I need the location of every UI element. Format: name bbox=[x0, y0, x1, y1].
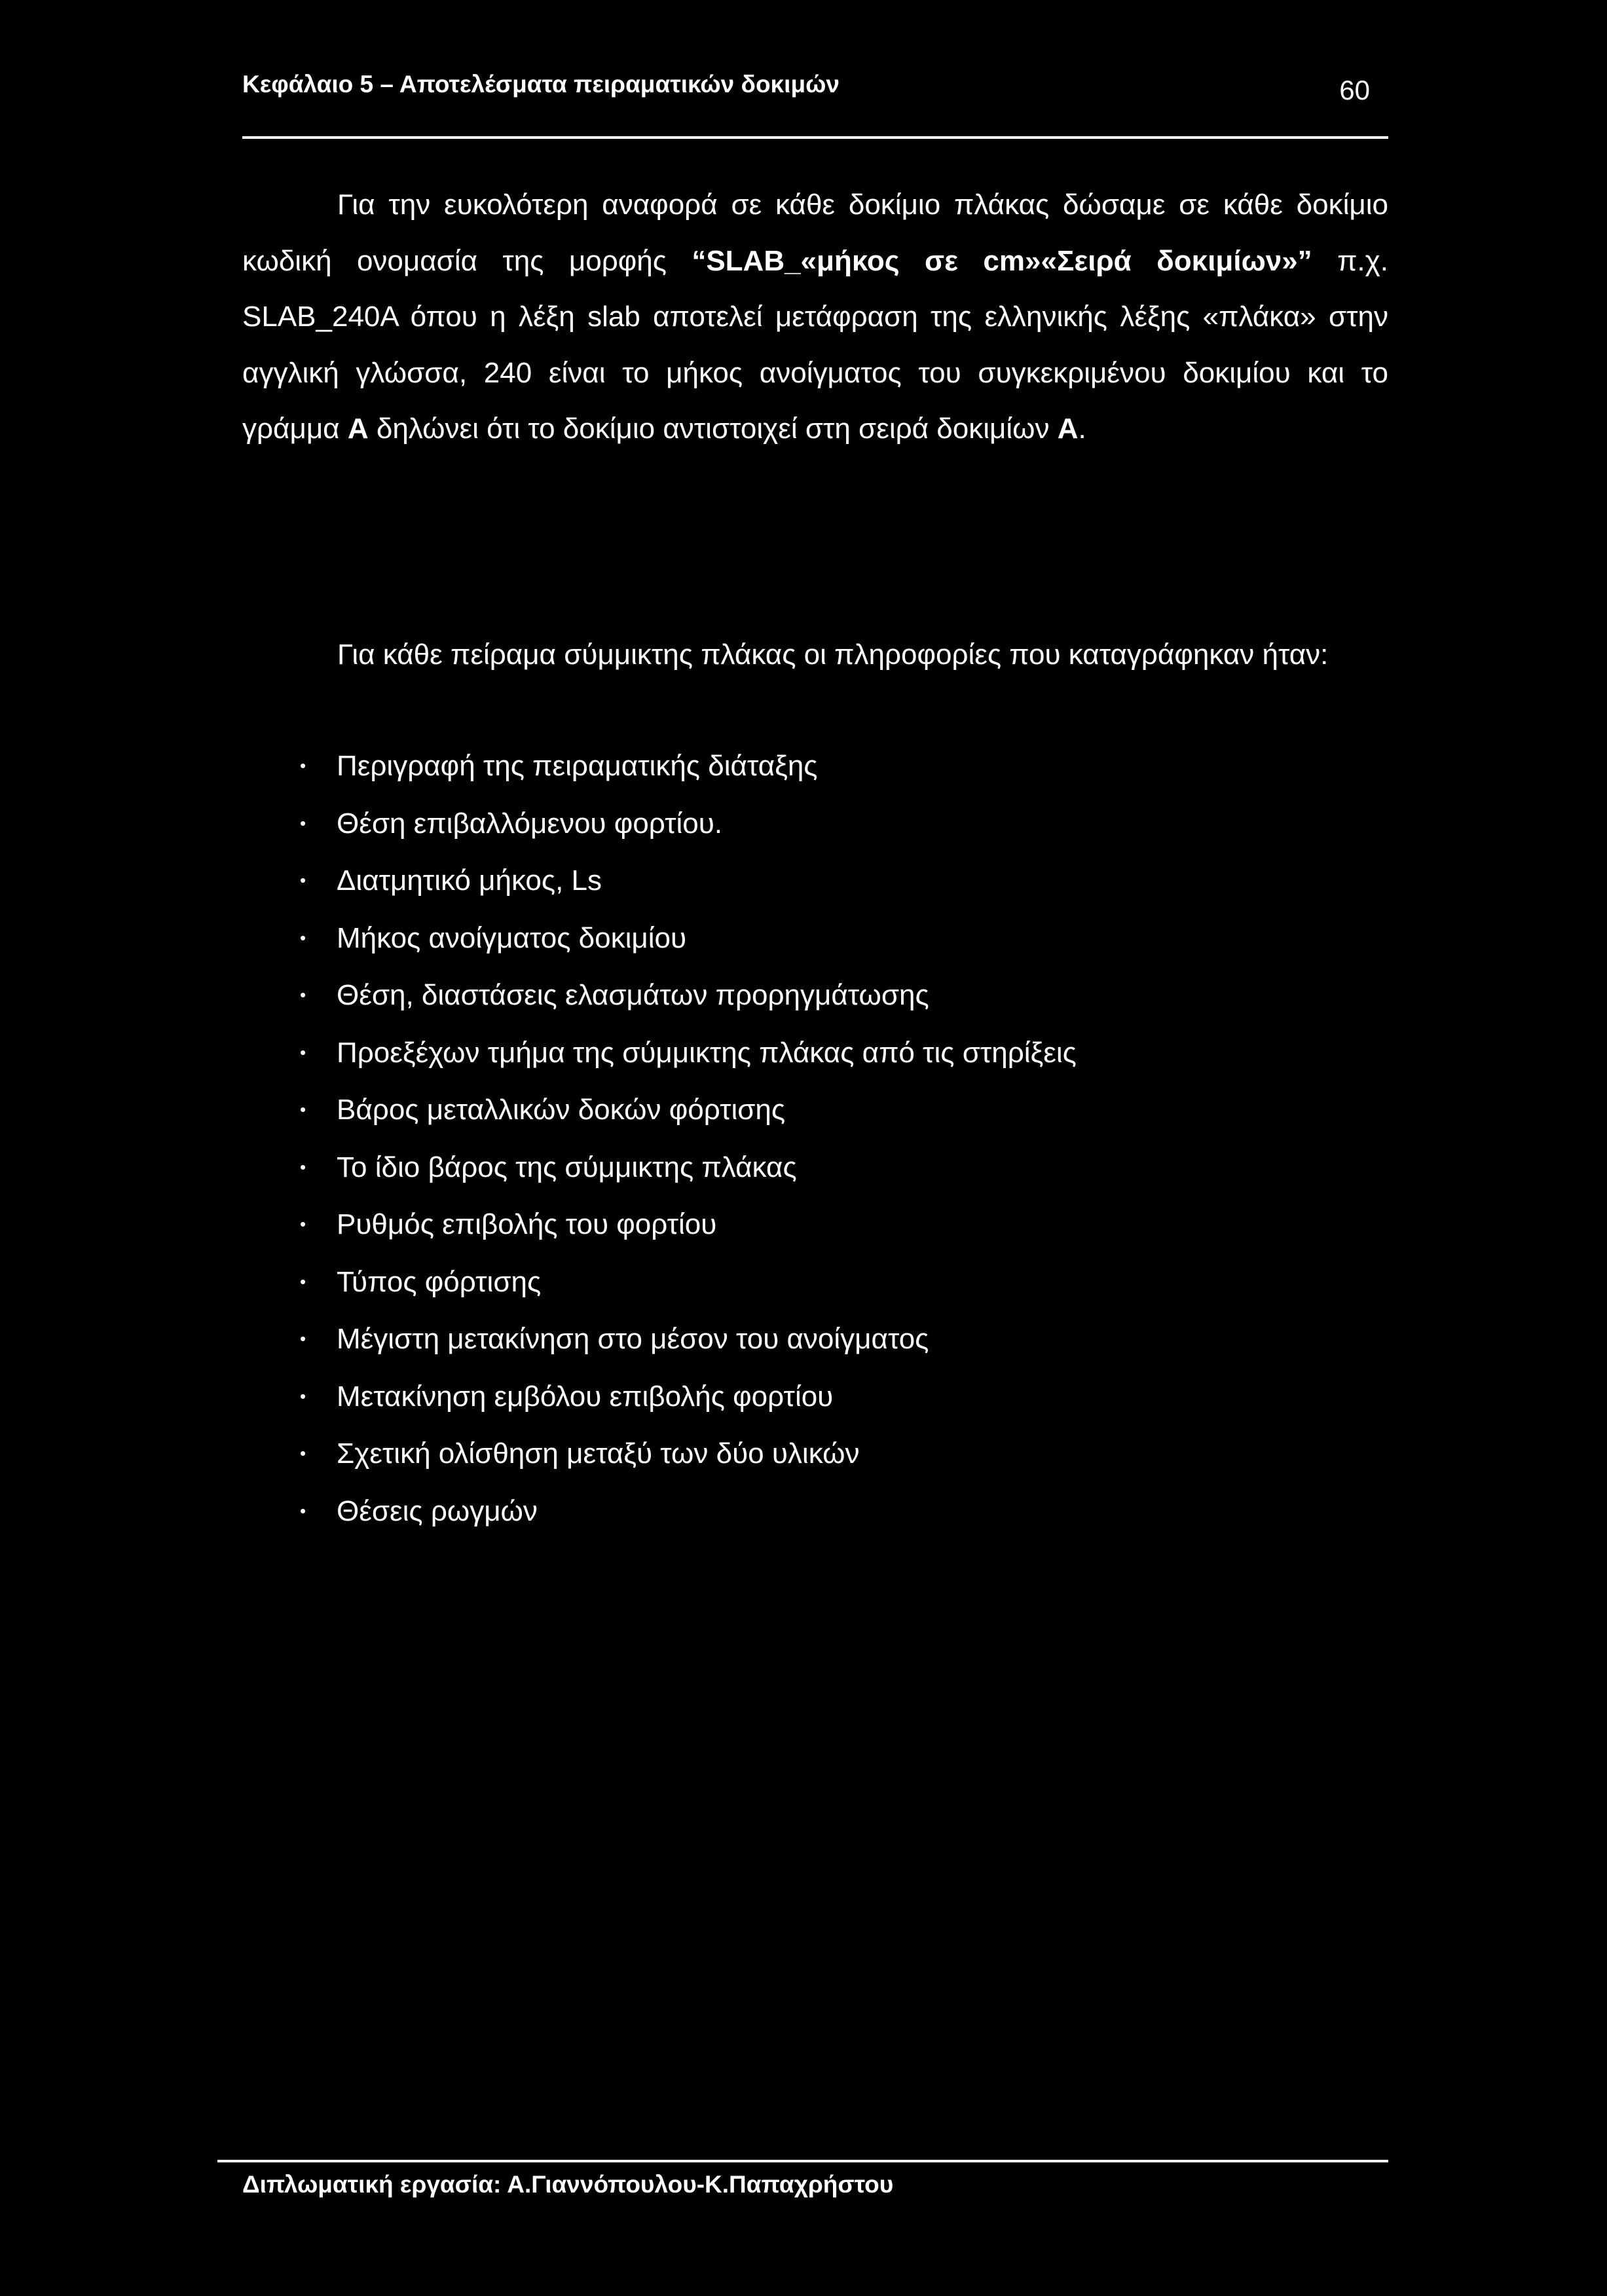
paragraph-text-1: Για την ευκολότερη αναφορά σε κάθε δοκίμιο πλάκας δώσαμε σε κάθε δοκίμιο κωδική ονομασία της μορφής bbox=[242, 189, 1388, 277]
bullet-icon: • bbox=[300, 870, 306, 890]
page-header bbox=[242, 71, 1388, 110]
bullet-icon: • bbox=[300, 813, 306, 833]
bullet-icon: • bbox=[300, 927, 306, 948]
paragraph-text-3: δηλώνει ότι το δοκίμιο αντιστοιχεί στη σειρά δοκιμίων bbox=[368, 413, 1058, 445]
bullet-icon: • bbox=[300, 1443, 306, 1463]
list-item-text: Μετακίνηση εμβόλου επιβολής φορτίου bbox=[337, 1380, 834, 1413]
paragraph-text-4: . bbox=[1078, 413, 1086, 445]
list-intro: Για κάθε πείραμα σύμμικτης πλάκας οι πληροφορίες που καταγράφηκαν ήταν: bbox=[337, 639, 1329, 671]
bullet-icon: • bbox=[300, 1157, 306, 1177]
paragraph-code-format: “SLAB_«μήκος σε cm»«Σειρά δοκιμίων»” bbox=[692, 244, 1312, 277]
header-divider bbox=[242, 136, 1388, 139]
bullet-icon: • bbox=[300, 1329, 306, 1348]
list-item-text: Διατμητικό μήκος, Ls bbox=[337, 864, 602, 897]
list-item-text: Βάρος μεταλλικών δοκών φόρτισης bbox=[337, 1094, 786, 1126]
bullet-icon: • bbox=[300, 1042, 306, 1062]
paragraph-letter-a: Α bbox=[347, 413, 369, 445]
bullet-icon: • bbox=[300, 1386, 306, 1406]
list-item-text: Τύπος φόρτισης bbox=[337, 1265, 542, 1298]
list-item-text: Θέση, διαστάσεις ελασμάτων προρηγμάτωσης bbox=[337, 979, 929, 1011]
bullet-icon: • bbox=[300, 1500, 306, 1521]
list-item-text: Ρυθμός επιβολής του φορτίου bbox=[337, 1208, 717, 1240]
list-item-text: Σχετική ολίσθηση μεταξύ των δύο υλικών bbox=[337, 1437, 860, 1470]
list-item-text: Θέσεις ρωγμών bbox=[337, 1494, 538, 1527]
list-item-text: Θέση επιβαλλόμενου φορτίου. bbox=[337, 807, 723, 840]
paragraph-text-2: π.χ. SLAB_240A όπου η λέξη slab αποτελεί μετάφραση της ελληνικής λέξης «πλάκα» στην αγγλική γλώσσα, 240 είναι το μήκος ανοίγματος του συγκεκριμένου δοκιμίου και το γράμμα bbox=[242, 244, 1388, 445]
list-item-text: Μέγιστη μετακίνηση στο μέσον του ανοίγματος bbox=[337, 1323, 929, 1355]
bullet-icon: • bbox=[300, 985, 306, 1005]
bullet-icon: • bbox=[300, 756, 306, 775]
bullet-icon: • bbox=[300, 1271, 306, 1291]
list-item-text: Μήκος ανοίγματος δοκιμίου bbox=[337, 921, 687, 954]
list-item-text: Περιγραφή της πειραματικής διάταξης bbox=[337, 750, 818, 782]
page-footer: Διπλωματική εργασία: Α.Γιαννόπουλου-Κ.Παπαχρήστου bbox=[242, 2171, 894, 2198]
list-item-text: Το ίδιο βάρος της σύμμικτης πλάκας bbox=[337, 1151, 797, 1183]
bullet-icon: • bbox=[300, 1100, 306, 1119]
body-paragraph bbox=[242, 177, 1388, 457]
list-item-text: Προεξέχων τμήμα της σύμμικτης πλάκας από τις στηρίξεις bbox=[337, 1036, 1077, 1069]
paragraph-series-a: Α bbox=[1057, 413, 1079, 445]
chapter-title: Κεφάλαιο 5 – Αποτελέσματα πειραματικών δοκιμών bbox=[242, 71, 840, 98]
footer-divider bbox=[217, 2160, 1388, 2162]
bullet-icon: • bbox=[300, 1214, 306, 1234]
page-number: 60 bbox=[1339, 75, 1370, 105]
